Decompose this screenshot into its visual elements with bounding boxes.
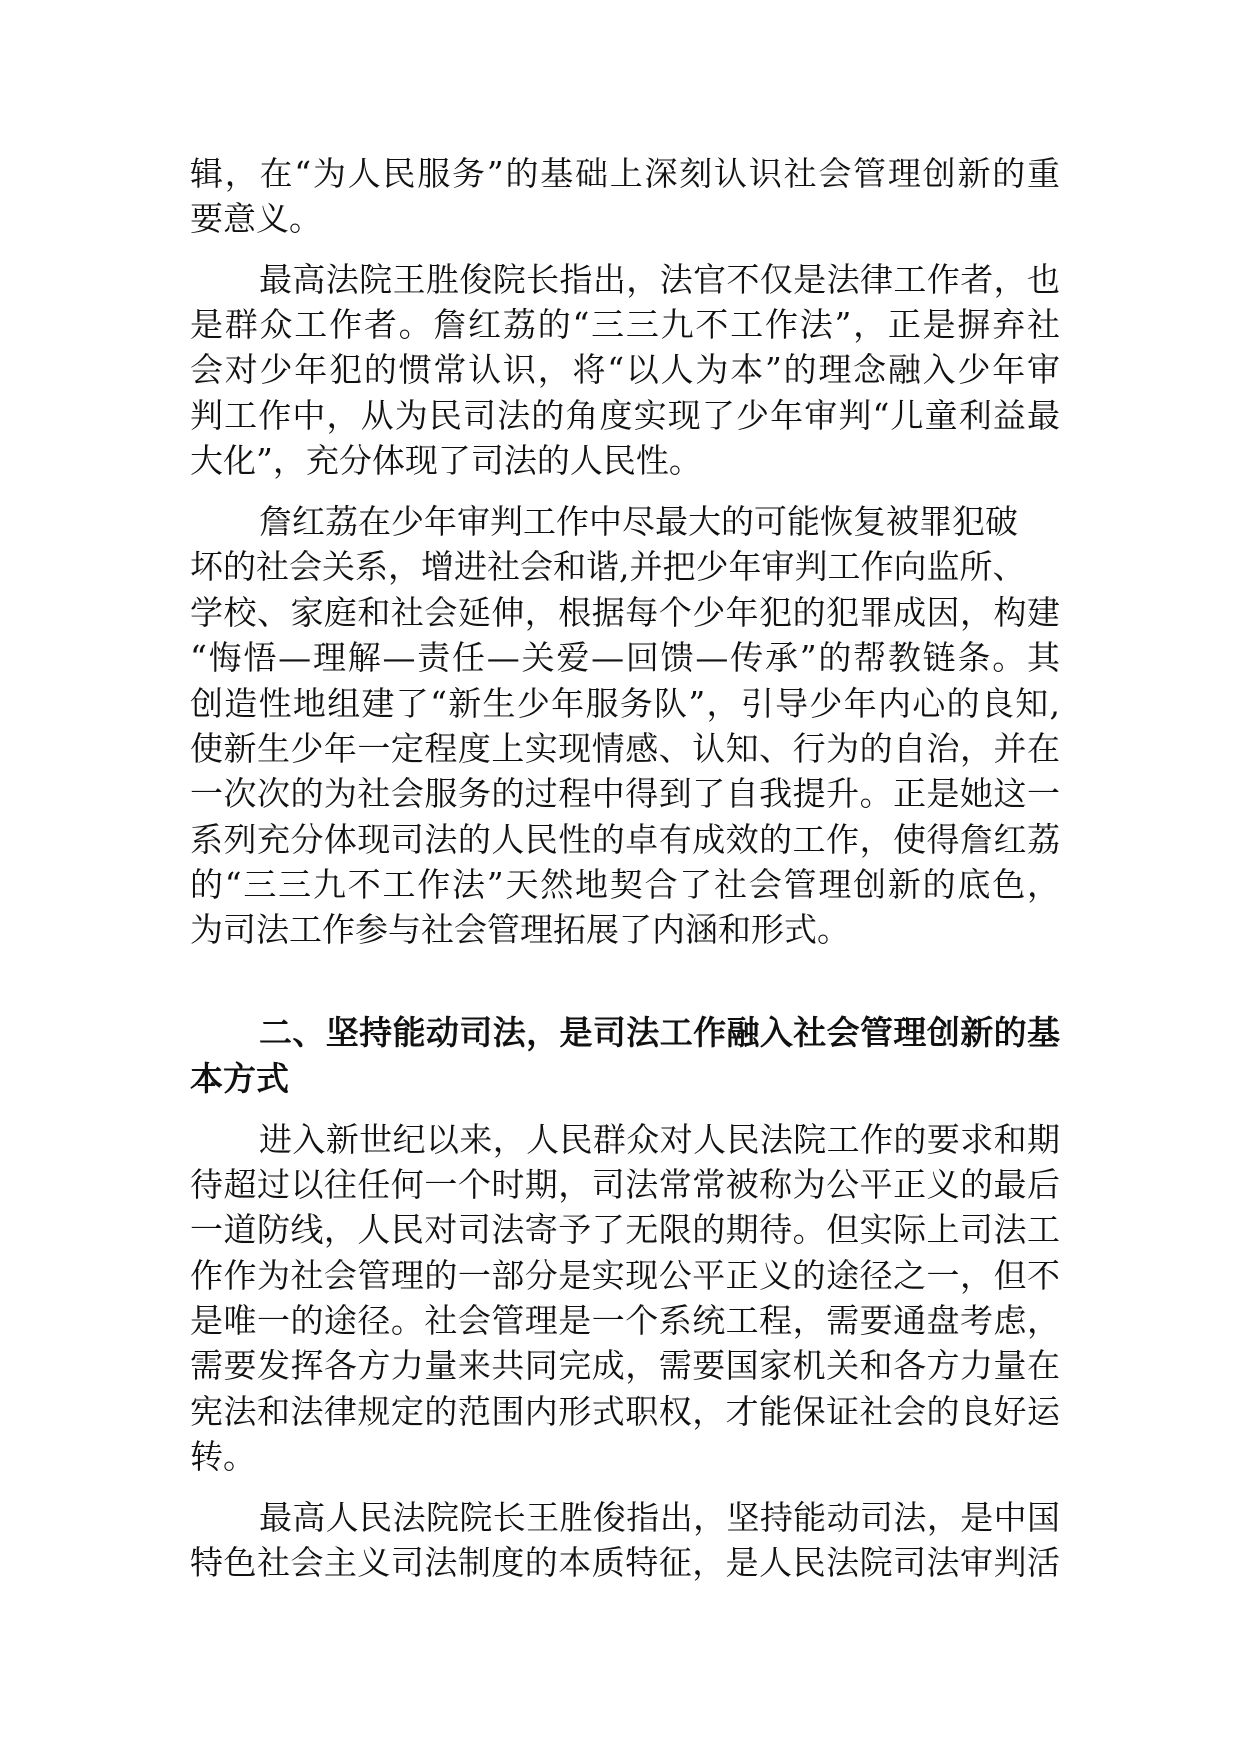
text-line: 会对少年犯的惯常认识，将“以人为本”的理念融入少年审 [190,350,1060,389]
text-line: 系列充分体现司法的人民性的卓有成效的工作，使得詹红荔 [190,820,1060,859]
text-line: 转。 [190,1437,256,1476]
text-line: 是群众工作者。詹红荔的“三三九不工作法”，正是摒弃社 [190,305,1060,344]
text-line: 特色社会主义司法制度的本质特征，是人民法院司法审判活 [190,1543,1060,1582]
text-line: 一道防线，人民对司法寄予了无限的期待。但实际上司法工 [190,1210,1060,1249]
paragraph-first-line: 最高人民法院院长王胜俊指出，坚持能动司法，是中国 [259,1498,1060,1537]
text-line: 学校、家庭和社会延伸，根据每个少年犯的犯罪成因，构建 [190,593,1060,632]
paragraph-first-line: 詹红荔在少年审判工作中尽最大的可能恢复被罪犯破 [259,502,1018,541]
text-line: 创造性地组建了“新生少年服务队”，引导少年内心的良知, [190,684,1060,723]
text-line: 需要发挥各方力量来共同完成，需要国家机关和各方力量在 [190,1346,1060,1385]
section-heading-continued: 本方式 [190,1059,289,1098]
text-line: 要意义。 [190,199,322,238]
section-heading: 二、坚持能动司法，是司法工作融入社会管理创新的基 [259,1013,1060,1052]
text-line: 宪法和法律规定的范围内形式职权，才能保证社会的良好运 [190,1392,1060,1431]
text-line: 辑，在“为人民服务”的基础上深刻认识社会管理创新的重 [190,154,1060,193]
text-line: 判工作中，从为民司法的角度实现了少年审判“儿童利益最 [190,396,1060,435]
text-line: 使新生少年一定程度上实现情感、认知、行为的自治，并在 [190,729,1060,768]
text-line: 为司法工作参与社会管理拓展了内涵和形式。 [190,910,850,949]
paragraph-first-line: 最高法院王胜俊院长指出，法官不仅是法律工作者，也 [259,260,1060,299]
text-line: 待超过以往任何一个时期，司法常常被称为公平正义的最后 [190,1165,1060,1204]
paragraph-first-line: 进入新世纪以来，人民群众对人民法院工作的要求和期 [259,1120,1060,1159]
text-line: 坏的社会关系，增进社会和谐,并把少年审判工作向监所、 [190,547,1026,586]
text-line: 一次次的为社会服务的过程中得到了自我提升。正是她这一 [190,774,1060,813]
text-line: 是唯一的途径。社会管理是一个系统工程，需要通盘考虑， [190,1301,1060,1340]
text-line: 作作为社会管理的一部分是实现公平正义的途径之一，但不 [190,1256,1060,1295]
text-line: “悔悟—理解—责任—关爱—回馈—传承”的帮教链条。其 [190,638,1060,677]
text-line: 的“三三九不工作法”天然地契合了社会管理创新的底色， [190,865,1060,904]
text-line: 大化”，充分体现了司法的人民性。 [190,441,702,480]
